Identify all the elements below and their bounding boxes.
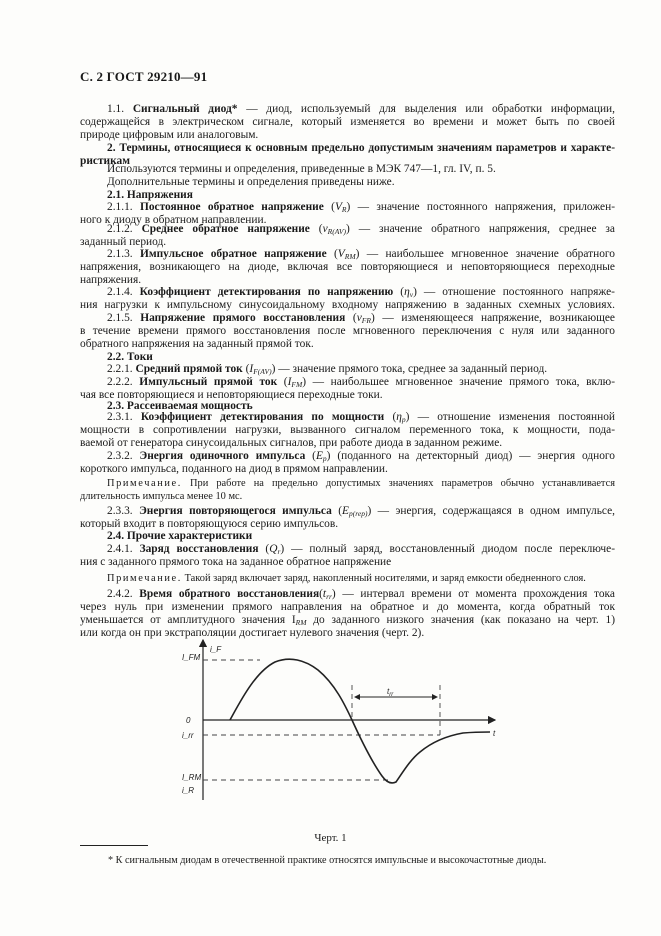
label-IRM: I_RM [182,773,202,782]
section-2-heading-line2: ристикам [80,155,130,167]
paragraph-2-2-2-line2: чая все повторяющиеся и неповторяющиеся переходные токи. [80,389,383,401]
note-1-line1: Примечание. При работе на предельно допустимых значениях параметров обычно устанавливается [107,478,615,489]
section-2-2-heading: 2.2. Токи [107,351,153,363]
paragraph-2-1-3-line3: напряжения. [80,274,142,286]
paragraph-2-4-2-line2: через нуль при изменении прямого направления на обратное и до момента, когда обратный ток [80,601,615,613]
paragraph-2-1-5-line2: в течение времени прямого восстановления после мгновенного переключения с нуля или заданного [80,325,615,337]
paragraph-1-1-line1: 1.1. Сигнальный диод* — диод, используемый для выделения или обработки информации, [107,103,615,115]
section-2-4-heading: 2.4. Прочие характеристики [107,530,253,542]
note-2: Примечание. Такой заряд включает заряд, накопленный носителями, и заряд емкости обедненного слоя. [107,573,586,584]
page-header: С. 2 ГОСТ 29210—91 [80,69,208,84]
paragraph-2-3-2-line2: короткого импульса, поданного на диод в прямом направлении. [80,463,388,475]
paragraph-2-1-2-line1: 2.1.2. Среднее обратное напряжение $(v_{R(AV)})$ — значение обратного напряжения, среднее за [107,223,615,236]
current-curve [230,659,490,783]
paragraph-2-3-1-line3: ваемой от генератора синусоидальных сигналов, при работе диода в заданном режиме. [80,437,503,449]
paragraph-2-4-2-line3: уменьшается от амплитудного значения $I_{RM}$ до заданного низкого значения (как показано на черт. 1) [80,614,615,627]
paragraph-2-1-1-line2: ного к диоду в обратном направлении. [80,214,267,226]
label-IFM: I_FM [182,653,201,662]
paragraph-1-1-line3: природе цифровым или аналоговым. [80,129,259,141]
x-axis-label-t: t [493,729,496,738]
paragraph-2-1-4-line2: ния нагрузки к импульсному синусоидальному входному напряжению в заданных схемных условиях. [80,299,615,311]
paragraph-2-1-3-line2: напряжения, возникающего на диоде, включая все повторяющиеся и неповторяющиеся переходные [80,261,615,273]
paragraph-2-1-5-line3: обратного напряжения на заданный прямой ток. [80,338,314,350]
paragraph-2-1-5-line1: 2.1.5. Напряжение прямого восстановления $(v_{FR})$ — изменяющееся напряжение, возникающее [107,312,615,325]
section-2-text-line1: Используются термины и определения, приведенные в МЭК 747—1, гл. IV, п. 5. [107,163,496,175]
paragraph-2-4-2-line4: или когда он при экстраполяции достигает нулевого значения (черт. 2). [80,627,425,639]
label-iR: i_R [182,786,195,795]
y-axis-label-iF: i_F [210,645,222,654]
paragraph-1-1-line2: содержащейся в электрическом сигнале, который изменяется во времени и может быть по своей [80,116,615,128]
section-2-1-heading: 2.1. Напряжения [107,189,193,201]
paragraph-2-1-3-line1: 2.1.3. Импульсное обратное напряжение $(V_{RM})$ — наибольшее мгновенное значение обратного [107,248,615,261]
note-1-line2: длительность импульса менее 10 мс. [80,491,243,502]
paragraph-2-3-1-line2: мощности в сопротивлении нагрузки, вызванного сигналом переменного тока, к мощности, пода- [80,424,615,436]
paragraph-2-2-2-line1: 2.2.2. Импульсный прямой ток $(I_{FM})$ — наибольшее мгновенное значение прямого тока, вклю- [107,376,615,389]
label-irr: i_rr [182,731,194,740]
paragraph-2-4-2-line1: 2.4.2. Время обратного $восстановления(t_{rr})$ — интервал времени от момента прохождения тока [107,588,615,601]
paragraph-2-1-4-line1: 2.1.4. Коэффициент детектирования по напряжению $(\eta_v)$ — отношение постоянного напряже- [107,286,615,299]
paragraph-2-3-3-line1: 2.3.3. Энергия повторяющегося импульса $(E_{p(rep)})$ — энергия, содержащаяся в одном импульсе, [107,505,615,518]
figure-caption: Черт. 1 [314,832,347,844]
paragraph-2-2-1: 2.2.1. Средний прямой ток $(I_{F(AV)})$ — значение прямого тока, среднее за заданный период. [107,363,548,376]
trr-label: $t_{rr}$ [387,687,394,698]
footnote-rule [80,845,148,846]
paragraph-2-4-1-line1: 2.4.1. Заряд восстановления $(Q_r)$ — полный заряд, восстановленный диодом после переключе- [107,543,615,556]
paragraph-2-4-1-line2: ния с заданного прямого тока на заданное обратное напряжение [80,556,392,568]
section-2-text-line2: Дополнительные термины и определения приведены ниже. [107,176,395,188]
paragraph-2-1-1-line1: 2.1.1. Постоянное обратное напряжение $(V_R)$ — значение постоянного напряжения, приложен- [107,201,615,214]
paragraph-2-3-3-line2: который входит в повторяющуюся серию импульсов. [80,518,339,530]
paragraph-2-3-2-line1: 2.3.2. Энергия одиночного импульса $(E_p)$ (поданного на детекторный диод) — энергия одного [107,450,615,463]
paragraph-2-1-2-line2: заданный период. [80,236,167,248]
paragraph-2-3-1-line1: 2.3.1. Коэффициент детектирования по мощности $(\eta_p)$ — отношение изменения постоянной [107,411,615,424]
section-2-heading-line1: 2. Термины, относящиеся к основным предельно допустимым значениям параметров и характе- [107,142,615,154]
footnote: * К сигнальным диодам в отечественной практике относятся импульсные и высокочастотные диоды. [108,855,547,866]
label-zero: 0 [186,716,191,725]
section-2-3-heading: 2.3. Рассеиваемая мощность [107,400,253,412]
